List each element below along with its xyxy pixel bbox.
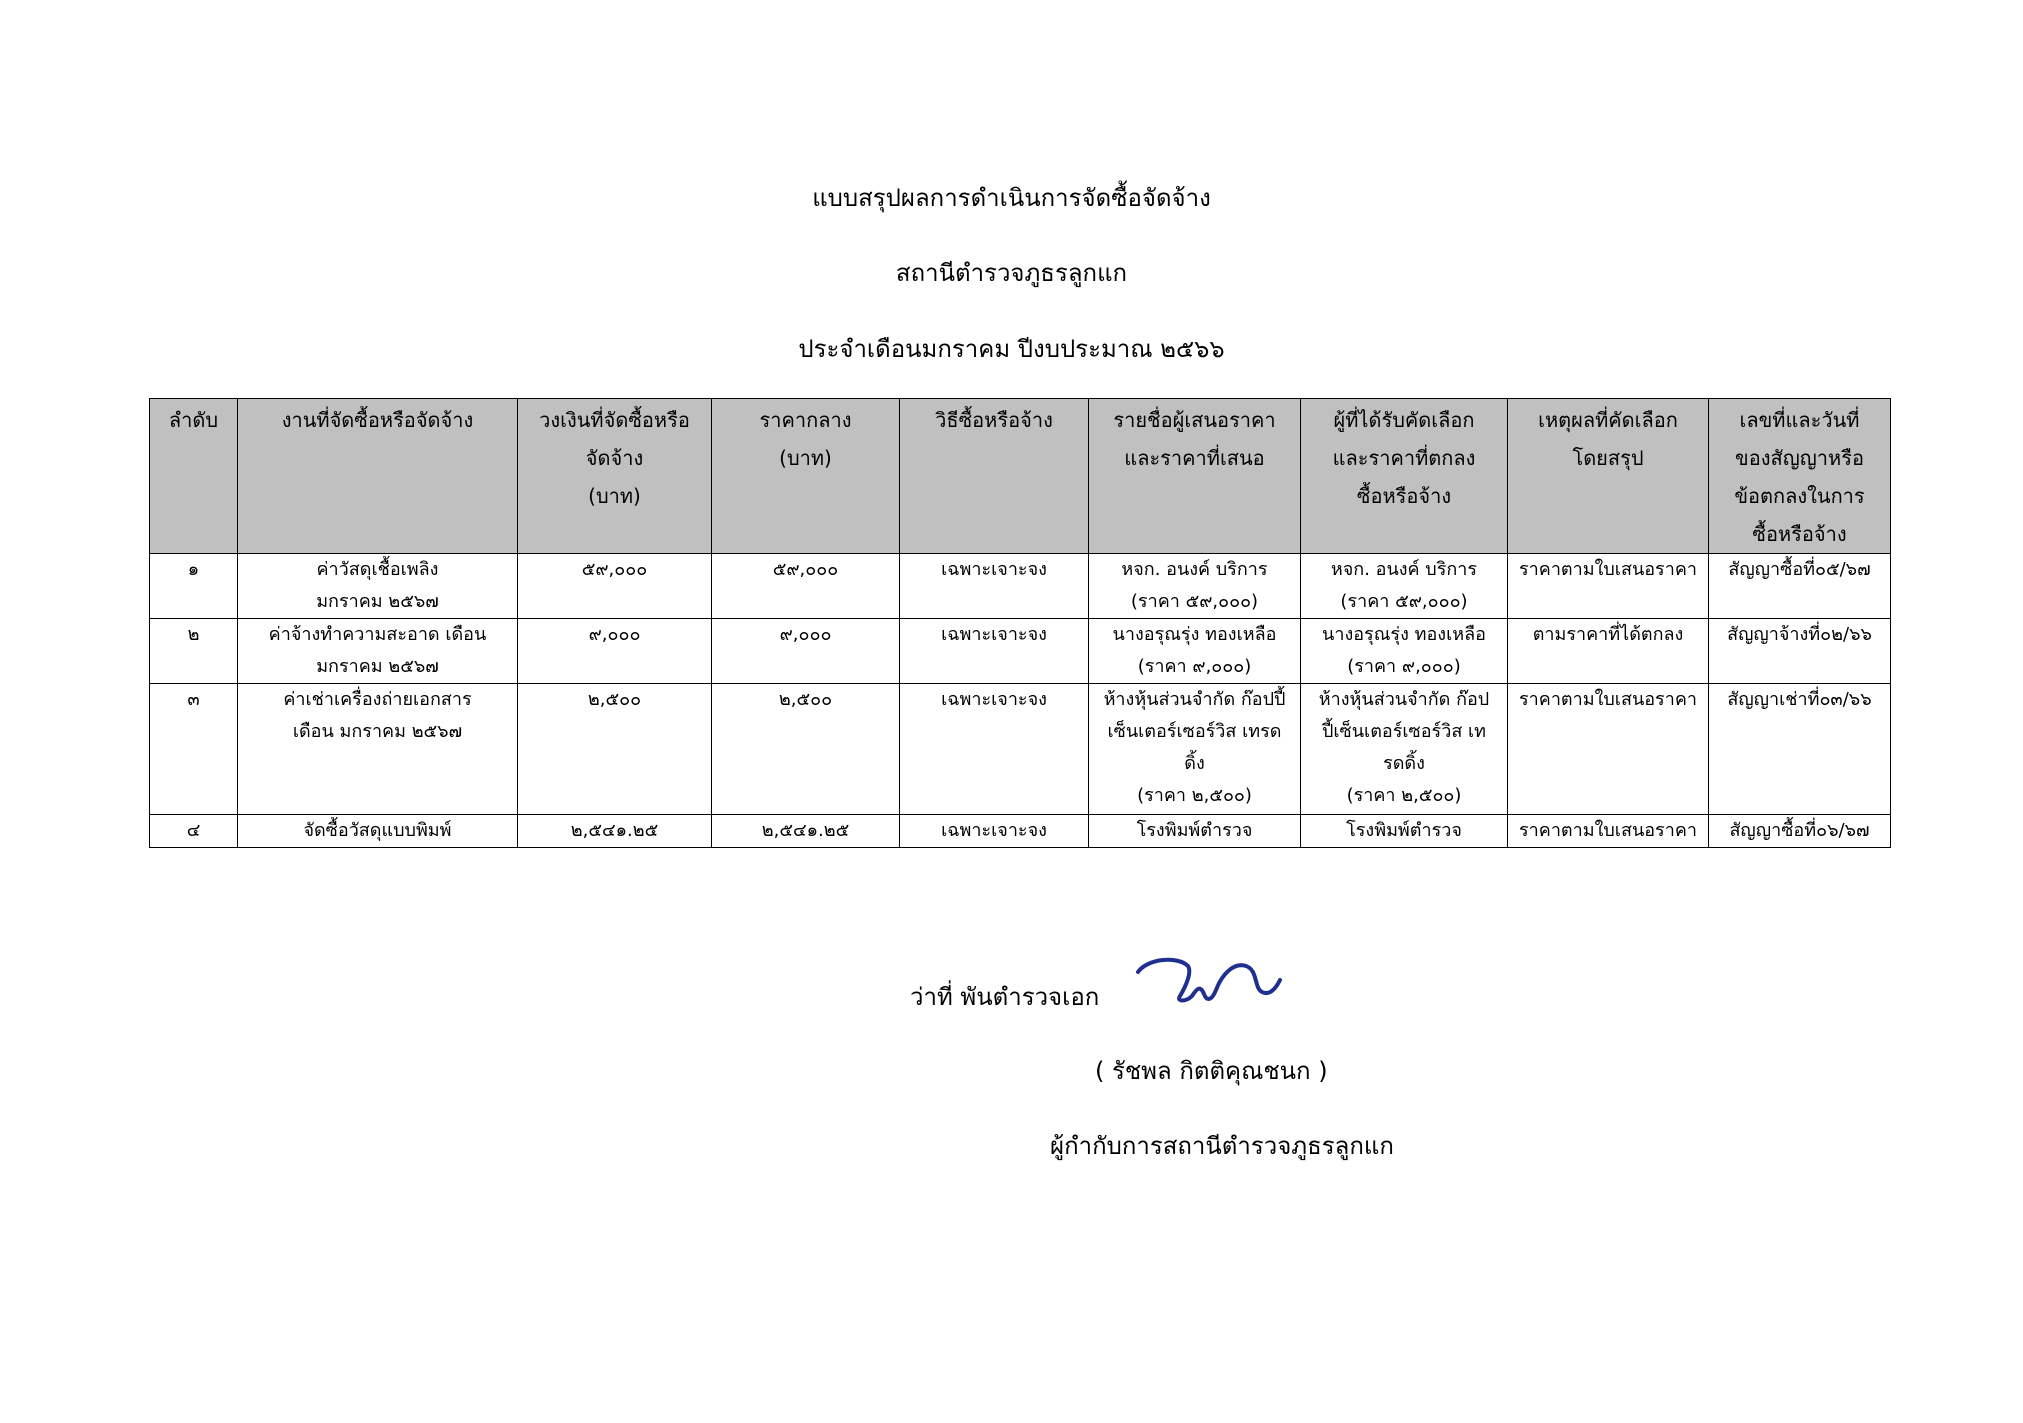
cell-bidders: โรงพิมพ์ตำรวจ: [1089, 815, 1301, 848]
cell-contract: สัญญาเช่าที่๐๓/๖๖: [1709, 684, 1891, 815]
cell-median-price: ๒,๕๔๑.๒๕: [712, 815, 900, 848]
procurement-table: [149, 398, 1891, 848]
header-reason: เหตุผลที่คัดเลือก โดยสรุป: [1508, 399, 1709, 554]
cell-contract: สัญญาซื้อที่๐๕/๖๗: [1709, 554, 1891, 619]
header-no: ลำดับ: [150, 399, 238, 554]
cell-item: จัดซื้อวัสดุแบบพิมพ์: [238, 815, 518, 848]
cell-bidders: หจก. อนงค์ บริการ (ราคา ๕๙,๐๐๐): [1089, 554, 1301, 619]
cell-budget: ๒,๕๐๐: [518, 684, 712, 815]
header-budget: วงเงินที่จัดซื้อหรือ จัดจ้าง (บาท): [518, 399, 712, 554]
handwritten-signature: [1130, 950, 1290, 1010]
cell-budget: ๕๙,๐๐๐: [518, 554, 712, 619]
header-item: งานที่จัดซื้อหรือจัดจ้าง: [238, 399, 518, 554]
cell-method: เฉพาะเจาะจง: [900, 619, 1089, 684]
cell-item: ค่าวัสดุเชื้อเพลิง มกราคม ๒๕๖๗: [238, 554, 518, 619]
signature-stroke: [1138, 960, 1280, 1001]
signer-position: ผู้กำกับการสถานีตำรวจภูธรลูกแก: [1050, 1132, 1394, 1160]
cell-bidders: ห้างหุ้นส่วนจำกัด ก๊อปปี้ เซ็นเตอร์เซอร์วิส เทรด ดิ้ง (ราคา ๒,๕๐๐): [1089, 684, 1301, 815]
cell-selected: นางอรุณรุ่ง ทองเหลือ (ราคา ๙,๐๐๐): [1301, 619, 1508, 684]
table-row: [150, 554, 1891, 619]
table-row: [150, 619, 1891, 684]
cell-no: ๔: [150, 815, 238, 848]
cell-median-price: ๙,๐๐๐: [712, 619, 900, 684]
cell-median-price: ๒,๕๐๐: [712, 684, 900, 815]
cell-bidders: นางอรุณรุ่ง ทองเหลือ (ราคา ๙,๐๐๐): [1089, 619, 1301, 684]
table-header-row: [150, 399, 1891, 554]
cell-contract: สัญญาจ้างที่๐๒/๖๖: [1709, 619, 1891, 684]
cell-reason: ตามราคาที่ได้ตกลง: [1508, 619, 1709, 684]
cell-reason: ราคาตามใบเสนอราคา: [1508, 554, 1709, 619]
table-row: [150, 684, 1891, 815]
cell-method: เฉพาะเจาะจง: [900, 684, 1089, 815]
signer-name: ( รัชพล กิตติคุณชนก ): [1095, 1057, 1328, 1085]
cell-median-price: ๕๙,๐๐๐: [712, 554, 900, 619]
cell-reason: ราคาตามใบเสนอราคา: [1508, 684, 1709, 815]
cell-selected: โรงพิมพ์ตำรวจ: [1301, 815, 1508, 848]
organization-name: สถานีตำรวจภูธรลูกแก: [895, 259, 1128, 287]
cell-no: ๑: [150, 554, 238, 619]
header-method: วิธีซื้อหรือจ้าง: [900, 399, 1089, 554]
cell-no: ๓: [150, 684, 238, 815]
cell-item: ค่าเช่าเครื่องถ่ายเอกสาร เดือน มกราคม ๒๕๖๗: [238, 684, 518, 815]
table-row: [150, 815, 1891, 848]
document-title: แบบสรุปผลการดำเนินการจัดซื้อจัดจ้าง: [812, 184, 1211, 212]
cell-reason: ราคาตามใบเสนอราคา: [1508, 815, 1709, 848]
signer-rank: ว่าที่ พันตำรวจเอก: [910, 983, 1100, 1011]
cell-selected: หจก. อนงค์ บริการ (ราคา ๕๙,๐๐๐): [1301, 554, 1508, 619]
report-period: ประจำเดือนมกราคม ปีงบประมาณ ๒๕๖๖: [798, 335, 1225, 363]
cell-budget: ๙,๐๐๐: [518, 619, 712, 684]
cell-method: เฉพาะเจาะจง: [900, 554, 1089, 619]
cell-budget: ๒,๕๔๑.๒๕: [518, 815, 712, 848]
header-contract: เลขที่และวันที่ ของสัญญาหรือ ข้อตกลงในการ ซื้อหรือจ้าง: [1709, 399, 1891, 554]
cell-item: ค่าจ้างทำความสะอาด เดือน มกราคม ๒๕๖๗: [238, 619, 518, 684]
header-selected: ผู้ที่ได้รับคัดเลือก และราคาที่ตกลง ซื้อหรือจ้าง: [1301, 399, 1508, 554]
cell-method: เฉพาะเจาะจง: [900, 815, 1089, 848]
cell-contract: สัญญาซื้อที่๐๖/๖๗: [1709, 815, 1891, 848]
cell-selected: ห้างหุ้นส่วนจำกัด ก๊อป ปี้เซ็นเตอร์เซอร์วิส เท รดดิ้ง (ราคา ๒,๕๐๐): [1301, 684, 1508, 815]
cell-no: ๒: [150, 619, 238, 684]
header-median-price: ราคากลาง (บาท): [712, 399, 900, 554]
header-bidders: รายชื่อผู้เสนอราคา และราคาที่เสนอ: [1089, 399, 1301, 554]
